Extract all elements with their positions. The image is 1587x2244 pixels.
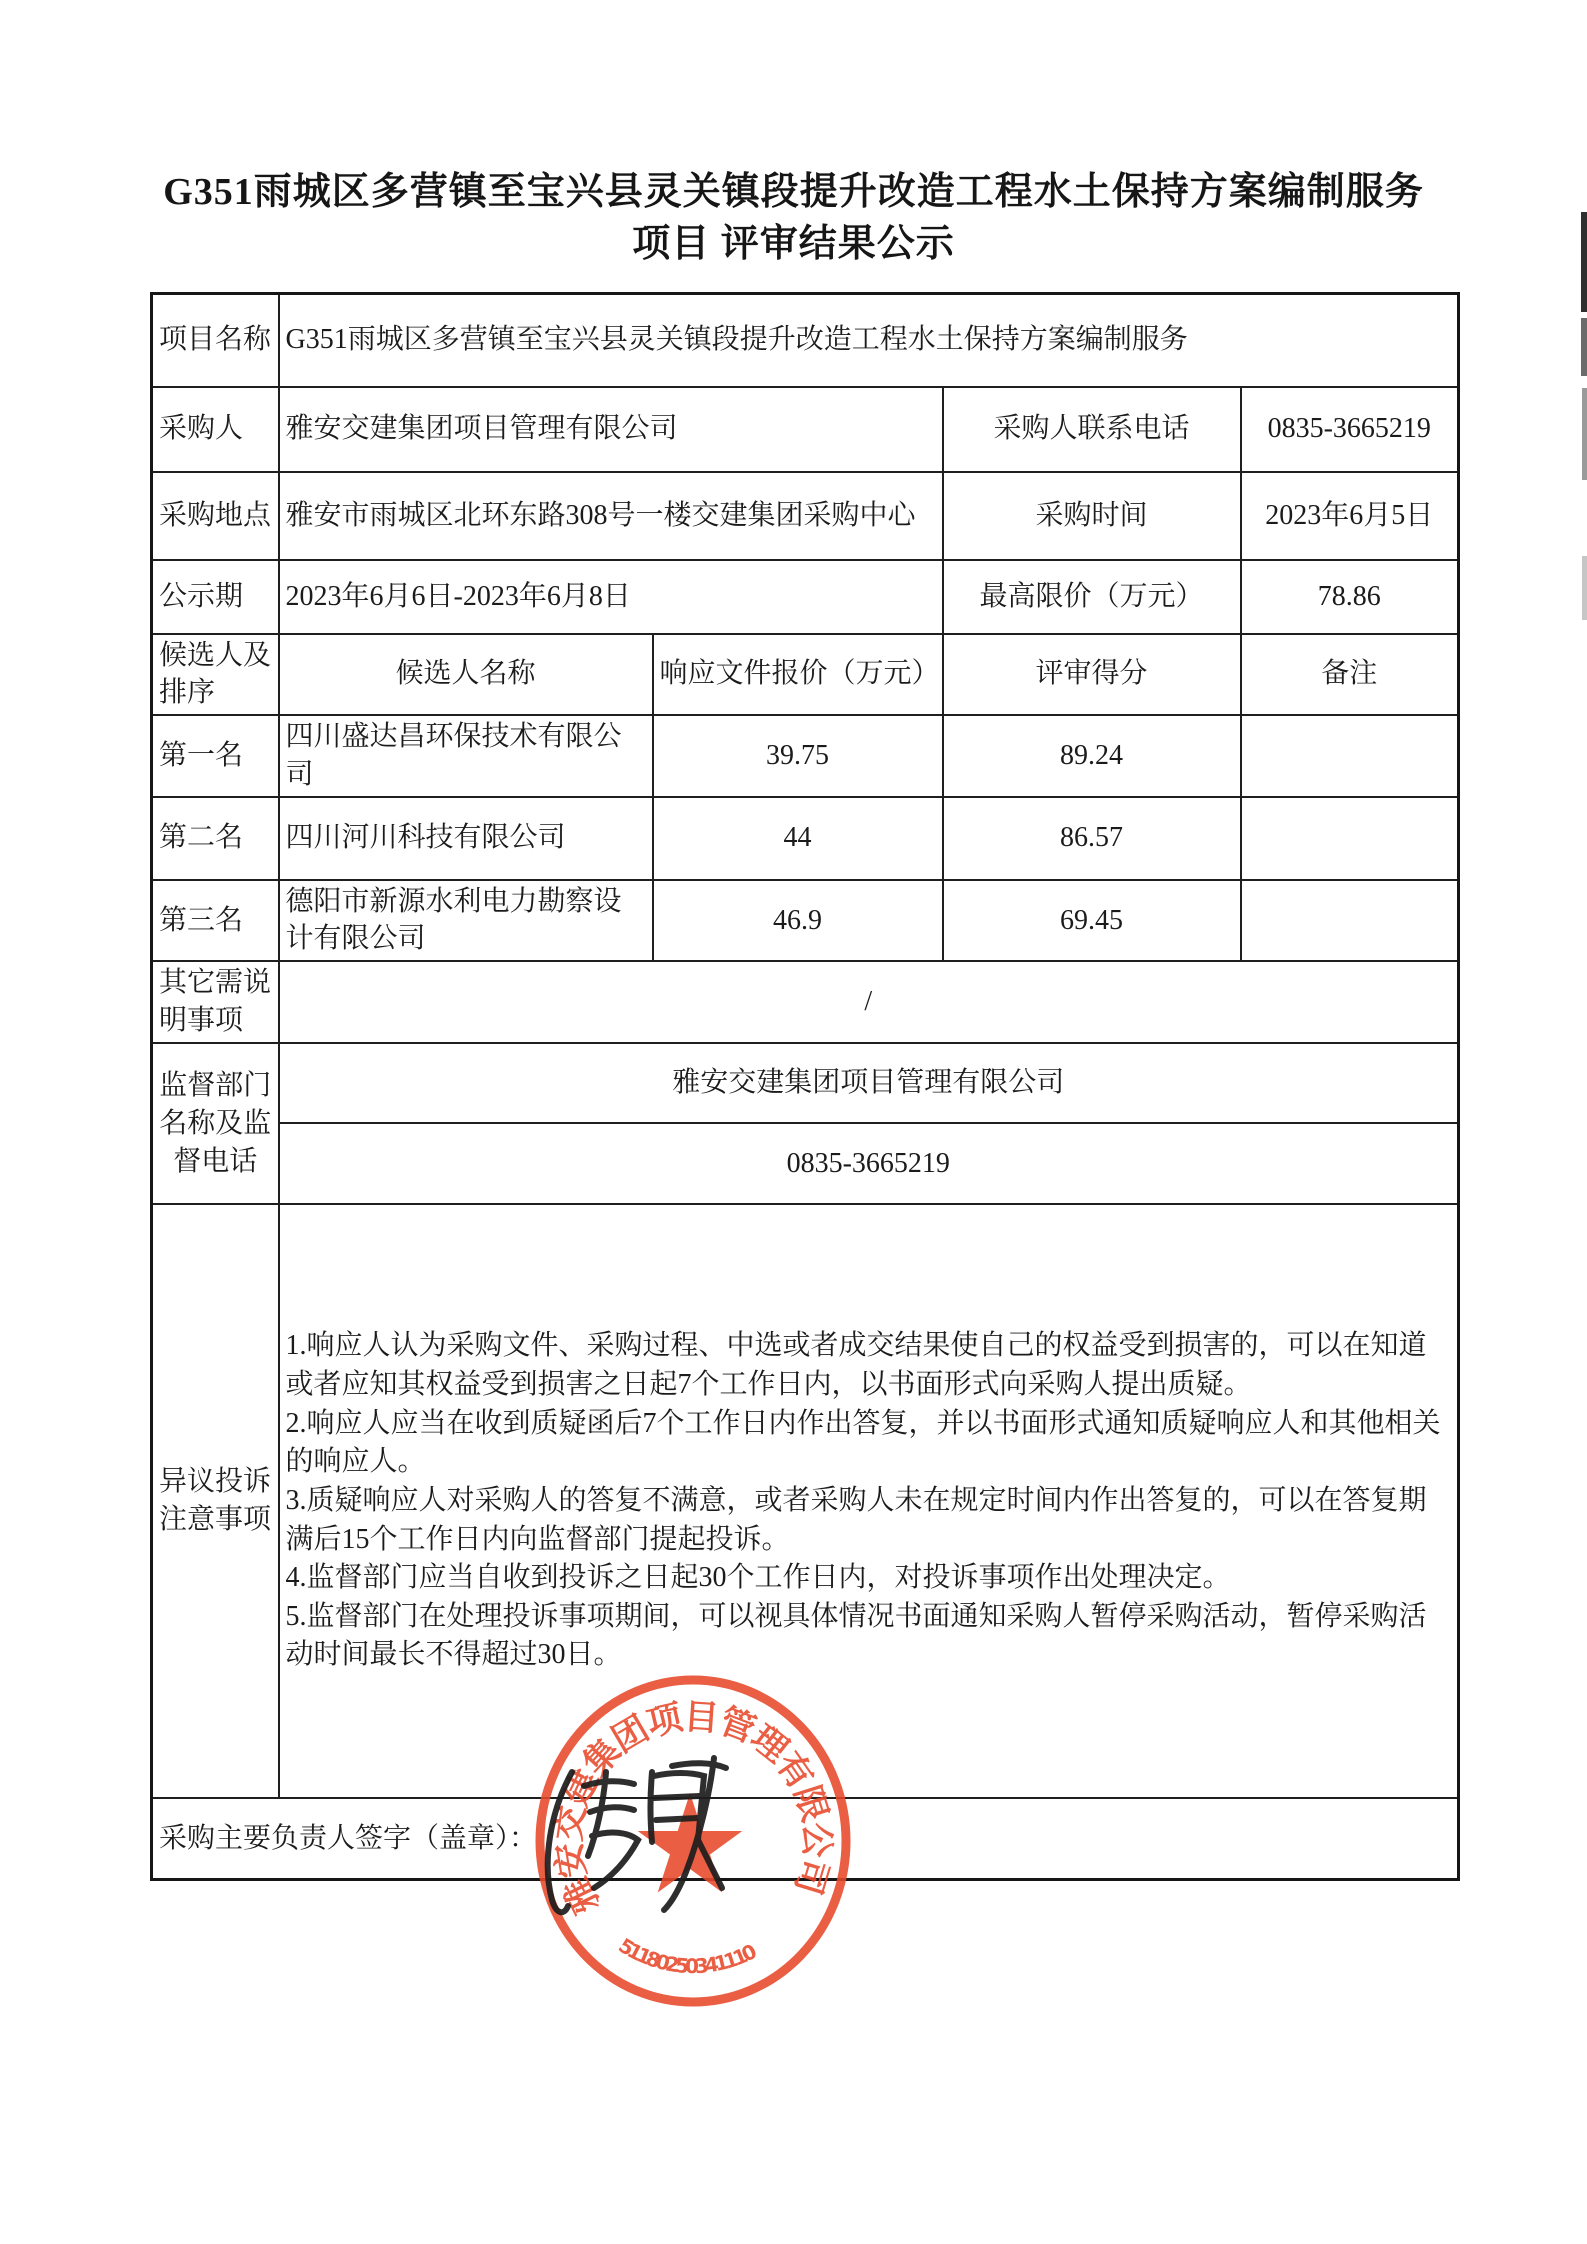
candidate-1-remark <box>1241 715 1459 797</box>
time-value: 2023年6月5日 <box>1241 472 1459 560</box>
objection-notice <box>279 1204 1459 1798</box>
page-title-line-2: 项目 评审结果公示 <box>632 223 955 265</box>
candidate-row-3 <box>152 880 1459 962</box>
supervision-phone-value: 0835-3665219 <box>279 1123 1459 1204</box>
scan-artifact <box>1581 212 1587 312</box>
candidates-rank-header: 候选人及排序 <box>152 634 279 716</box>
candidate-2-remark <box>1241 797 1459 880</box>
purchaser-phone-value: 0835-3665219 <box>1241 387 1459 472</box>
page-title <box>60 166 1527 270</box>
candidates-price-header: 响应文件报价（万元） <box>653 634 943 716</box>
objection-label: 异议投诉注意事项 <box>152 1204 279 1798</box>
seal-company-arc-text: 雅安交建集团项目管理有限公司 <box>548 1697 837 1920</box>
candidate-row-2 <box>152 797 1459 880</box>
page-title-line-1: G351雨城区多营镇至宝兴县灵关镇段提升改造工程水土保持方案编制服务 <box>163 171 1424 213</box>
seal-number-arc <box>614 1933 761 1978</box>
purchaser-value: 雅安交建集团项目管理有限公司 <box>279 387 943 472</box>
candidate-1-price: 39.75 <box>653 715 943 797</box>
purchaser-label: 采购人 <box>152 387 279 472</box>
candidate-1-score: 89.24 <box>943 715 1241 797</box>
other-notes-label: 其它需说明事项 <box>152 961 279 1043</box>
objection-item-1: 1.响应人认为采购文件、采购过程、中选或者成交结果使自己的权益受到损害的，可以在知道或者应知其权益受到损害之日起7个工作日内，以书面形式向采购人提出质疑。 <box>285 1330 1427 1401</box>
supervision-name-value: 雅安交建集团项目管理有限公司 <box>279 1043 1459 1123</box>
objection-item-4: 4.监督部门应当自收到投诉之日起30个工作日内，对投诉事项作出处理决定。 <box>285 1562 1231 1594</box>
signature-row-label: 采购主要负责人签字（盖章）： <box>152 1798 1459 1879</box>
seal-number-arc-text: 51180250341110 <box>614 1933 762 1979</box>
candidates-name-header: 候选人名称 <box>279 634 653 716</box>
candidate-2-score: 86.57 <box>943 797 1241 880</box>
max-price-value: 78.86 <box>1241 560 1459 634</box>
location-value: 雅安市雨城区北环东路308号一楼交建集团采购中心 <box>279 472 943 560</box>
candidate-1-name: 四川盛达昌环保技术有限公司 <box>279 715 653 797</box>
other-notes-value: / <box>279 961 1459 1043</box>
candidate-3-remark <box>1241 880 1459 962</box>
candidate-row-1 <box>152 715 1459 797</box>
candidate-3-name: 德阳市新源水利电力勘察设计有限公司 <box>279 880 653 962</box>
purchaser-phone-label: 采购人联系电话 <box>943 387 1241 472</box>
publicity-period-label: 公示期 <box>152 560 279 634</box>
objection-item-3: 3.质疑响应人对采购人的答复不满意，或者采购人未在规定时间内作出答复的，可以在答复期满后15个工作日内向监督部门提起投诉。 <box>285 1484 1427 1555</box>
location-label: 采购地点 <box>152 472 279 560</box>
supervision-label: 监督部门名称及监督电话 <box>152 1043 279 1204</box>
scan-artifact <box>1581 318 1587 376</box>
candidate-3-price: 46.9 <box>653 880 943 962</box>
candidate-2-price: 44 <box>653 797 943 880</box>
objection-item-2: 2.响应人应当在收到质疑函后7个工作日内作出答复，并以书面形式通知质疑响应人和其他相关的响应人。 <box>285 1407 1441 1478</box>
scan-artifact <box>1582 556 1587 620</box>
candidate-3-score: 69.45 <box>943 880 1241 962</box>
time-label: 采购时间 <box>943 472 1241 560</box>
candidate-2-name: 四川河川科技有限公司 <box>279 797 653 880</box>
candidate-2-rank: 第二名 <box>152 797 279 880</box>
publicity-period-value: 2023年6月6日-2023年6月8日 <box>279 560 943 634</box>
results-table <box>150 292 1460 1881</box>
max-price-label: 最高限价（万元） <box>943 560 1241 634</box>
candidate-1-rank: 第一名 <box>152 715 279 797</box>
objection-item-5: 5.监督部门在处理投诉事项期间，可以视具体情况书面通知采购人暂停采购活动，暂停采购活动时间最长不得超过30日。 <box>285 1600 1427 1671</box>
candidates-remark-header: 备注 <box>1241 634 1459 716</box>
candidates-score-header: 评审得分 <box>943 634 1241 716</box>
candidate-3-rank: 第三名 <box>152 880 279 962</box>
project-name-label: 项目名称 <box>152 294 279 387</box>
project-name-value: G351雨城区多营镇至宝兴县灵关镇段提升改造工程水土保持方案编制服务 <box>279 294 1459 387</box>
scan-artifact <box>1582 388 1587 480</box>
